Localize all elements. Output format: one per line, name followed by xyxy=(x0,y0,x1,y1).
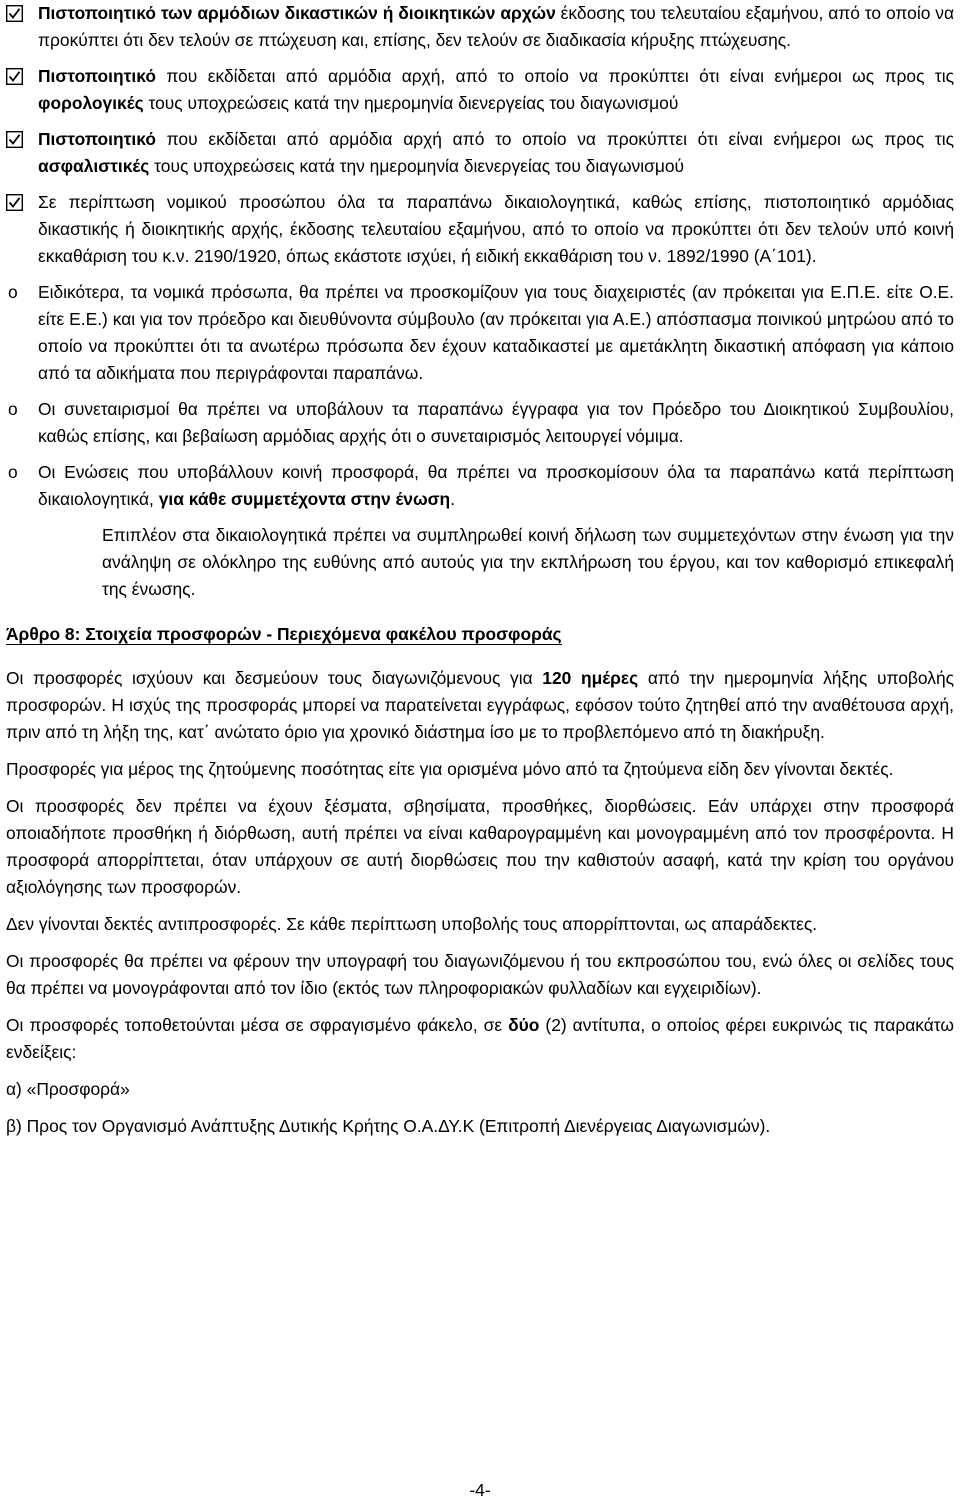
checklist-text: Σε περίπτωση νομικού προσώπου όλα τα παραπάνω δικαιολογητικά, καθώς επίσης, πιστοποιητικό αρμόδιας δικαστικής ή διοικητικής αρχής, έκδοσης τελευταίου εξαμήνου, από το οποίο να προκύπτει ότι δεν τελούν υπό κοινή εκκαθάριση του κ.ν. 2190/1920, όπως εκάστοτε ισχύει, ή ειδική εκκαθάριση του ν. 1892/1990 (Α΄101). xyxy=(38,192,954,266)
paragraph xyxy=(6,948,954,1002)
checklist-text-bold: φορολογικές xyxy=(38,93,144,113)
checklist-text: τους υποχρεώσεις κατά την ημερομηνία διενεργείας του διαγωνισμού xyxy=(149,156,685,176)
section-heading-text: Άρθρο 8: Στοιχεία προσφορών - Περιεχόμενα φακέλου προσφοράς xyxy=(6,624,562,644)
bullet-marker: o xyxy=(8,282,18,302)
paragraph-text: Οι προσφορές θα πρέπει να φέρουν την υπογραφή του διαγωνιζόμενου ή του εκπροσώπου του, ενώ όλες οι σελίδες τους θα πρέπει να μονογράφονται από τον ίδιο (εκτός των πληροφοριακών φυλλαδίων και εγχειριδίων). xyxy=(6,951,954,998)
paragraph-text-bold: 120 ημέρες xyxy=(542,668,639,688)
paragraph xyxy=(6,1012,954,1066)
indented-paragraph: Επιπλέον στα δικαιολογητικά πρέπει να συμπληρωθεί κοινή δήλωση των συμμετεχόντων στην ένωση για την ανάληψη σε ολόκληρο της ευθύνης από αυτούς για την εκπλήρωση του έργου, και τον καθορισμό επικεφαλή της ένωσης. xyxy=(102,525,954,599)
bullet-marker: o xyxy=(8,399,18,419)
bullet-text: Οι Ενώσεις που υποβάλλουν κοινή προσφορά, θα πρέπει να προσκομίσουν όλα τα παραπάνω κατά περίπτωση δικαιολογητικά, xyxy=(38,462,954,509)
paragraph xyxy=(6,1113,954,1140)
page-number: -4- xyxy=(469,1480,491,1500)
paragraph-text: Προσφορές για μέρος της ζητούμενης ποσότητας είτε για ορισμένα μόνο από τα ζητούμενα είδη δεν γίνονται δεκτές. xyxy=(6,759,894,779)
paragraph-text: Οι προσφορές δεν πρέπει να έχουν ξέσματα, σβησίματα, προσθήκες, διορθώσεις. Εάν υπάρχει στην προσφορά οποιαδήποτε προσθήκη ή διόρθωση, αυτή πρέπει να είναι καθαρογραμμένη και μονογραμμένη από τον προσφέροντα. Η προσφορά απορρίπτεται, όταν υπάρχουν σε αυτή διορθώσεις που την καθιστούν ασαφή, κατά την κρίση του οργάνου αξιολόγησης των προσφορών. xyxy=(6,796,954,897)
checklist-text: που εκδίδεται από αρμόδια αρχή από το οποίο να προκύπτει ότι είναι ενήμεροι ως προς τις xyxy=(155,129,954,149)
paragraph-text: Οι προσφορές ισχύουν και δεσμεύουν τους διαγωνιζόμενους για xyxy=(6,668,543,688)
checked-box-icon xyxy=(6,194,23,211)
bullet-item xyxy=(6,396,954,450)
checklist-text-bold: Πιστοποιητικό xyxy=(38,66,156,86)
paragraph-text: β) Προς τον Οργανισμό Ανάπτυξης Δυτικής Κρήτης Ο.Α.ΔΥ.Κ (Επιτροπή Διενέργειας Διαγωνισμών). xyxy=(6,1116,771,1136)
document-page xyxy=(6,0,954,1150)
paragraph xyxy=(6,1076,954,1103)
checklist-text: έκδοσης του τελευταίου εξαμήνου, από το οποίο να προκύπτει ότι δεν τελούν σε πτώχευση και, επίσης, δεν τελούν σε διαδικασία κήρυξης πτώχευσης. xyxy=(38,3,954,50)
bullet-item xyxy=(6,279,954,387)
checklist-item xyxy=(6,126,954,180)
paragraph-text: α) «Προσφορά» xyxy=(6,1079,130,1099)
paragraph-text-bold: δύο xyxy=(508,1015,540,1035)
checklist-item xyxy=(6,0,954,54)
bullet-text: . xyxy=(450,489,456,509)
checked-box-icon xyxy=(6,5,23,22)
checklist-text-bold: Πιστοποιητικό xyxy=(38,129,156,149)
bullet-text: Ειδικότερα, τα νομικά πρόσωπα, θα πρέπει να προσκομίζουν για τους διαχειριστές (αν πρόκειται για Ε.Π.Ε. είτε Ο.Ε. είτε Ε.Ε.) και για τον πρόεδρο και διευθύνοντα σύμβουλο (αν πρόκειται για Α.Ε.) απόσπασμα ποινικού μητρώου από το οποίο να προκύπτει ότι τα ανωτέρω πρόσωπα δεν έχουν καταδικαστεί με αμετάκλητη δικαστική απόφαση για κάποιο από τα αδικήματα που περιγράφονται παραπάνω. xyxy=(38,282,954,383)
checked-box-icon xyxy=(6,131,23,148)
paragraph-text: Οι προσφορές τοποθετούνται μέσα σε σφραγισμένο φάκελο, σε xyxy=(6,1015,509,1035)
checklist-text: τους υποχρεώσεις κατά την ημερομηνία διενεργείας του διαγωνισμού xyxy=(143,93,679,113)
checked-box-icon xyxy=(6,68,23,85)
paragraph-text: Δεν γίνονται δεκτές αντιπροσφορές. Σε κάθε περίπτωση υποβολής τους απορρίπτονται, ως απαράδεκτες. xyxy=(6,914,818,934)
checklist-text: που εκδίδεται από αρμόδια αρχή, από το οποίο να προκύπτει ότι είναι ενήμεροι ως προς τις xyxy=(155,66,954,86)
section-heading xyxy=(6,621,954,648)
paragraph xyxy=(6,665,954,746)
paragraph xyxy=(6,911,954,938)
bullet-text-bold: για κάθε συμμετέχοντα στην ένωση xyxy=(158,489,451,509)
checklist-item xyxy=(6,189,954,270)
paragraph-text: από την ημερομηνία λήξης υποβολής προσφορών. Η ισχύς της προσφοράς μπορεί να παρατείνεται εγγράφως, εφόσον τούτο ζητηθεί από την αναθέτουσα αρχή, πριν από τη λήξη της, κατ΄ ανώτατο όριο για χρονικό διάστημα ίσο με το προβλεπόμενο από τη διακήρυξη. xyxy=(6,668,955,742)
paragraph xyxy=(6,756,954,783)
bullet-text: Οι συνεταιρισμοί θα πρέπει να υποβάλουν τα παραπάνω έγγραφα για τον Πρόεδρο του Διοικητικού Συμβουλίου, καθώς επίσης, και βεβαίωση αρμόδιας αρχής ότι ο συνεταιρισμός λειτουργεί νόμιμα. xyxy=(38,399,954,446)
paragraph xyxy=(6,793,954,901)
checklist-text-bold: Πιστοποιητικό των αρμόδιων δικαστικών ή διοικητικών αρχών xyxy=(38,3,556,23)
bullet-marker: o xyxy=(8,462,18,482)
paragraph-text: (2) αντίτυπα, ο οποίος φέρει ευκρινώς τις παρακάτω ενδείξεις: xyxy=(6,1015,955,1062)
checklist-text-bold: ασφαλιστικές xyxy=(38,156,150,176)
checklist-item xyxy=(6,63,954,117)
bullet-item xyxy=(6,459,954,513)
